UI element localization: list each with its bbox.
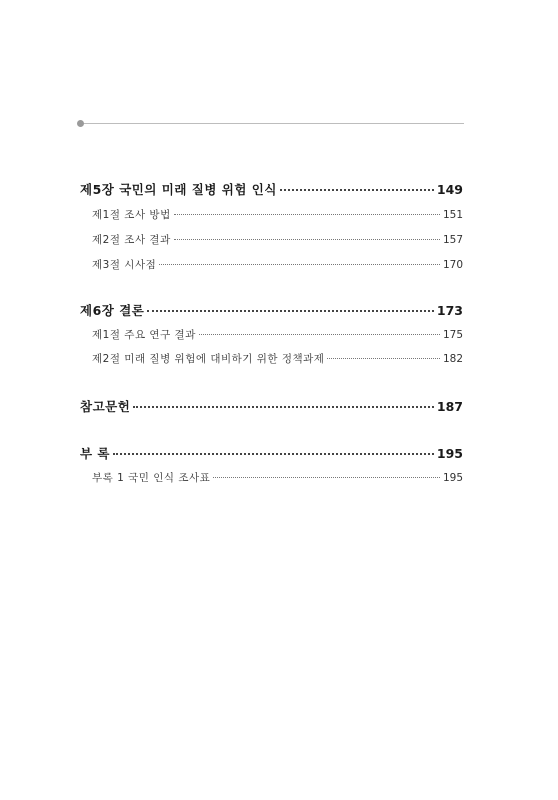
dot-leader	[199, 323, 440, 335]
header-rule	[80, 123, 464, 124]
dot-leader	[159, 253, 440, 265]
toc-section-5-2[interactable]	[92, 231, 463, 247]
toc-entry-title: 부 록	[80, 445, 111, 461]
toc-section-6-1[interactable]	[92, 326, 463, 342]
toc-chapter-5[interactable]	[80, 179, 463, 198]
toc-entry-page: 170	[442, 258, 463, 271]
toc-appendix[interactable]	[80, 443, 463, 462]
dot-leader	[133, 393, 434, 408]
toc-entry-page: 195	[436, 445, 463, 461]
toc-entry-title: 제5장 국민의 미래 질병 위험 인식	[80, 181, 277, 197]
dot-leader	[174, 228, 440, 240]
toc-entry-title: 제2절 조사 결과	[92, 233, 171, 246]
dot-leader	[213, 466, 440, 478]
dot-leader	[147, 297, 434, 312]
dot-leader	[327, 347, 440, 359]
toc-section-6-2[interactable]	[92, 350, 463, 366]
toc-entry-title: 제3절 시사점	[92, 258, 157, 271]
dot-leader	[113, 440, 434, 455]
toc-entry-page: 149	[436, 181, 463, 197]
toc-entry-title: 제1절 조사 방법	[92, 208, 171, 221]
toc-entry-page: 151	[442, 208, 463, 221]
toc-entry-page: 173	[436, 302, 463, 318]
toc-section-5-3[interactable]	[92, 256, 463, 272]
toc-appendix-1[interactable]	[92, 469, 463, 485]
header-rule-dot	[77, 120, 84, 127]
toc-entry-title: 부록 1 국민 인식 조사표	[92, 471, 211, 484]
toc-entry-page: 182	[442, 352, 463, 365]
toc-references[interactable]	[80, 396, 463, 415]
toc-entry-title: 제1절 주요 연구 결과	[92, 328, 196, 341]
dot-leader	[174, 203, 440, 215]
toc-entry-title: 제2절 미래 질병 위험에 대비하기 위한 정책과제	[92, 352, 325, 365]
toc-entry-title: 참고문헌	[80, 398, 131, 414]
toc-chapter-6[interactable]	[80, 300, 463, 319]
toc-entry-title: 제6장 결론	[80, 302, 145, 318]
toc-entry-page: 157	[442, 233, 463, 246]
dot-leader	[280, 176, 434, 191]
toc-section-5-1[interactable]	[92, 206, 463, 222]
toc-entry-page: 195	[442, 471, 463, 484]
toc-entry-page: 187	[436, 398, 463, 414]
toc-entry-page: 175	[442, 328, 463, 341]
